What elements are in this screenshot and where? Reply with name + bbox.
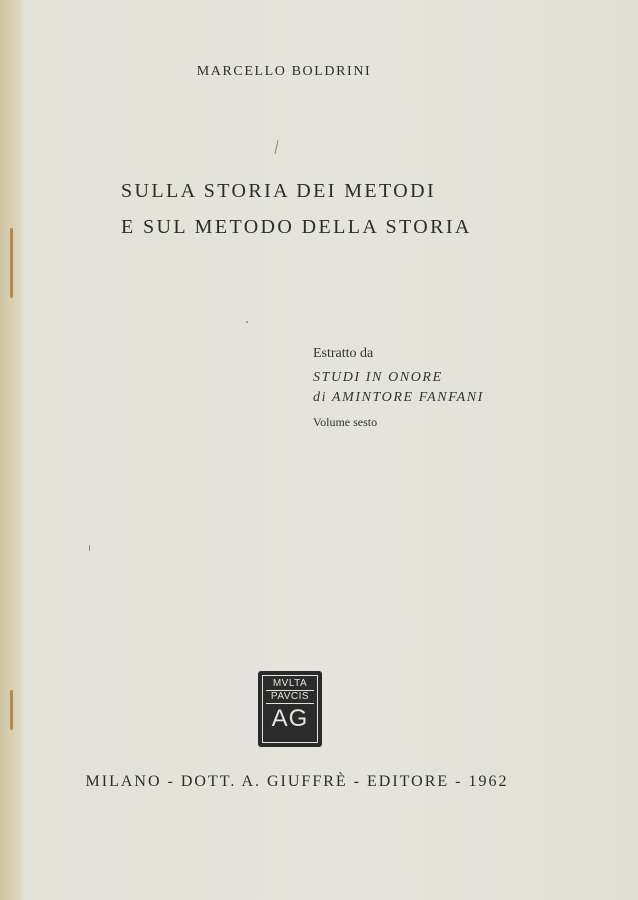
logo-initials: AG <box>271 705 309 732</box>
spine-stain <box>10 690 13 730</box>
extract-work-title: STUDI IN ONORE <box>313 370 443 385</box>
paper-speck <box>275 140 279 154</box>
publisher-logo-frame <box>262 675 318 743</box>
paper-speck <box>246 321 248 323</box>
title-line-1: SULLA STORIA DEI METODI <box>121 180 437 202</box>
extract-intro: Estratto da <box>313 346 374 361</box>
spine-stain <box>10 228 13 298</box>
author-name: MARCELLO BOLDRINI <box>196 64 372 79</box>
paper-speck <box>89 545 90 551</box>
logo-motto-word-2: PAVCIS <box>266 691 314 704</box>
extract-honoree: di AMINTORE FANFANI <box>313 390 484 405</box>
spine-edge <box>0 0 22 900</box>
logo-motto-word-1: MVLTA <box>266 678 314 691</box>
extract-volume: Volume sesto <box>313 415 378 429</box>
title-line-2: E SUL METODO DELLA STORIA <box>121 216 472 238</box>
publisher-logo <box>258 671 322 747</box>
publisher-imprint: MILANO - DOTT. A. GIUFFRÈ - EDITORE - 1962 <box>85 773 509 790</box>
